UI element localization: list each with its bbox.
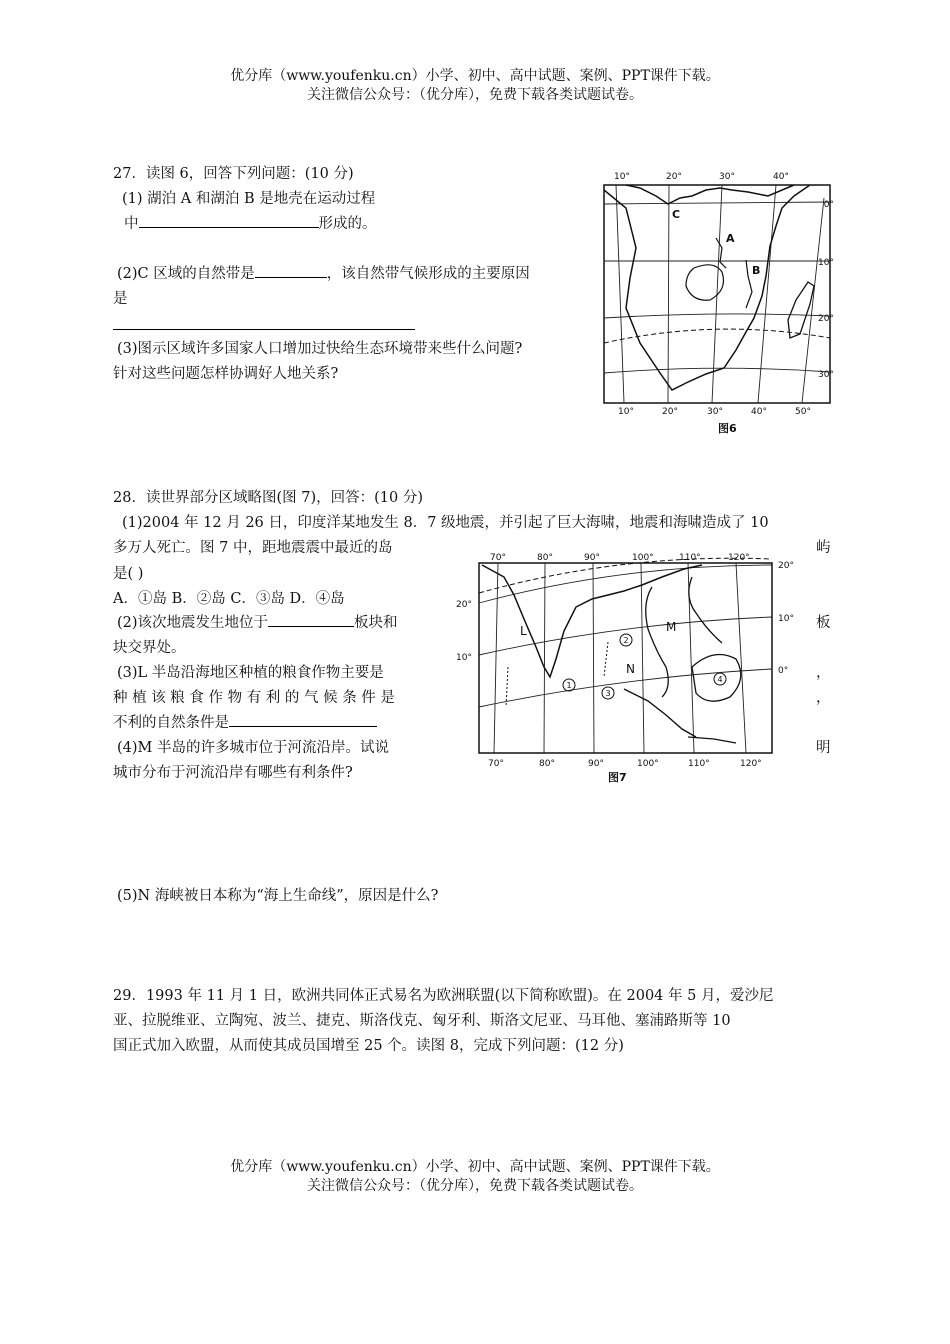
map6-africa-coastline	[604, 185, 810, 390]
map7-frame	[479, 563, 772, 753]
q27-answer-blank-1[interactable]	[139, 212, 319, 228]
map6-lat: 30°	[818, 370, 834, 380]
footer-line-1: 优分库（www.youfenku.cn）小学、初中、高中试题、案例、PPT课件下载。	[230, 1159, 720, 1175]
q28-part1-line2-end: 屿	[816, 540, 831, 556]
map6-top-lon: 20°	[666, 172, 682, 182]
footer-line-2: 关注微信公众号：（优分库），免费下载各类试题试卷。	[307, 1178, 643, 1194]
q27-part1-suffix: 形成的。	[318, 216, 377, 232]
map6-top-lon: 40°	[773, 172, 789, 182]
map6-bottom-lon: 10°	[618, 407, 634, 417]
map7-bottom-lon: 110°	[688, 759, 710, 769]
map7-right-lat: 10°	[778, 614, 794, 624]
q28-part4-line1-end: 明	[816, 740, 831, 756]
map7-left-lat: 10°	[456, 653, 472, 663]
map6-lat: 20°	[818, 314, 834, 324]
map7-top-lon: 90°	[584, 553, 600, 563]
map7-bottom-lon: 80°	[539, 759, 555, 769]
q27-title: 27．读图 6，回答下列问题：(10 分)	[113, 166, 354, 182]
q28-part1-line3: 是( )	[113, 566, 144, 582]
map7-right-lat: 0°	[778, 666, 789, 676]
map6-label-a: A	[726, 232, 735, 245]
q28-part3-line1: (3)L 半岛沿海地区种植的粮食作物主要是	[117, 665, 384, 681]
q29-line2: 亚、拉脱维亚、立陶宛、波兰、捷克、斯洛伐克、匈牙利、斯洛文尼亚、马耳他、塞浦路斯等 10	[113, 1013, 731, 1029]
map7-top-lon: 70°	[490, 553, 506, 563]
map7-island-label-2: 2	[623, 636, 629, 645]
map7-sumatra	[624, 689, 696, 737]
q27-part1-prefix: 中	[124, 216, 139, 232]
map6-lake-a	[716, 238, 726, 268]
map7-top-lon: 120°	[728, 553, 750, 563]
q29-line3: 国正式加入欧盟，从而使其成员国增至 25 个。读图 8，完成下列问题：(12 分)	[113, 1038, 624, 1054]
q27-answer-line-3[interactable]	[113, 329, 415, 330]
page-footer	[0, 1158, 950, 1196]
map7-top-lon: 110°	[679, 553, 701, 563]
map7-island-label-4: 4	[717, 675, 723, 684]
header-line-1: 优分库（www.youfenku.cn）小学、初中、高中试题、案例、PPT课件下载。	[230, 68, 720, 84]
map6-bottom-lon: 40°	[751, 407, 767, 417]
q27-part3-line2: 针对这些问题怎样协调好人地关系?	[113, 366, 339, 382]
map7-vietnam-coastline	[689, 577, 722, 643]
header-line-2: 关注微信公众号：（优分库），免费下载各类试题试卷。	[307, 87, 643, 103]
q27-part2-suffix: ，该自然带气候形成的主要原因	[326, 266, 530, 282]
q28-part3-line3	[113, 711, 377, 735]
q28-part2-line1-end: 板	[816, 615, 831, 631]
map6-bottom-lon: 20°	[662, 407, 678, 417]
map6-caption: 图6	[718, 422, 737, 435]
map7-borneo	[692, 655, 741, 702]
map7-bottom-lon: 70°	[488, 759, 504, 769]
q28-part4-line1: (4)M 半岛的许多城市位于河流沿岸。试说	[117, 740, 389, 756]
map7-label-n: N	[626, 662, 635, 676]
q28-title: 28．读世界部分区域略图(图 7)，回答：(10 分)	[113, 490, 423, 506]
map7-island-label-3: 3	[605, 689, 611, 698]
map6-top-lon: 30°	[719, 172, 735, 182]
map7-label-l: L	[520, 624, 527, 638]
q27-part2-line1	[117, 262, 530, 286]
map7-right-lat: 20°	[778, 561, 794, 571]
map6-label-c: C	[672, 208, 681, 221]
map6-label-b: B	[752, 264, 761, 277]
map7-island-label-1: 1	[566, 681, 572, 690]
q28-part2-mid: 板块和	[354, 615, 398, 631]
q28-answer-blank-unfavorable[interactable]	[229, 711, 377, 727]
q28-part4-line2: 城市分布于河流沿岸有哪些有利条件?	[113, 765, 353, 781]
map7-graticule	[479, 563, 772, 753]
q27-part1-line2	[124, 212, 377, 236]
map7-label-m: M	[666, 620, 677, 634]
q27-part1-line1: (1) 湖泊 A 和湖泊 B 是地壳在运动过程	[122, 191, 376, 207]
map7-top-lon: 80°	[537, 553, 553, 563]
q27-part3-line1: (3)图示区域许多国家人口增加过快给生态环境带来些什么问题?	[117, 341, 523, 357]
map7-bottom-lon: 100°	[637, 759, 659, 769]
q28-part2-line2: 块交界处。	[113, 640, 186, 656]
page-header	[0, 67, 950, 105]
map6-bottom-lon: 50°	[795, 407, 811, 417]
q28-part1-line2: 多万人死亡。图 7 中，距地震震中最近的岛	[113, 540, 393, 556]
figure-7-map	[452, 547, 802, 787]
q28-part3-prefix: 不利的自然条件是	[113, 715, 229, 731]
q27-answer-blank-2[interactable]	[255, 262, 327, 278]
map7-indochina-coastline	[646, 587, 669, 697]
q28-answer-blank-plate[interactable]	[268, 611, 354, 627]
q27-part2-line2: 是	[113, 291, 128, 307]
q28-part5: (5)N 海峡被日本称为“海上生命线”，原因是什么?	[117, 888, 439, 904]
q28-part2-line1	[117, 611, 398, 635]
map7-top-lon: 100°	[632, 553, 654, 563]
map7-java	[688, 737, 736, 743]
map6-top-lon: 10°	[614, 172, 630, 182]
q28-options: A．①岛 B．②岛 C．③岛 D．④岛	[113, 591, 345, 607]
q29-line1: 29．1993 年 11 月 1 日，欧洲共同体正式易名为欧洲联盟(以下简称欧盟)。在 2004 年 5 月，爱沙尼	[113, 988, 774, 1004]
q28-part1-line1: (1)2004 年 12 月 26 日，印度洋某地发生 8．7 级地震，并引起了巨大海啸，地震和海啸造成了 10	[122, 515, 769, 531]
map7-caption: 图7	[608, 771, 627, 784]
map7-island-chain	[604, 642, 608, 677]
map6-bottom-lon: 30°	[707, 407, 723, 417]
map6-lat: 0°	[823, 200, 834, 210]
figure-6-map	[596, 168, 836, 440]
map7-bottom-lon: 90°	[588, 759, 604, 769]
q27-part2-prefix: (2)C 区域的自然带是	[117, 266, 255, 282]
map6-lat: 10°	[818, 258, 834, 268]
map7-bottom-lon: 120°	[740, 759, 762, 769]
map7-left-lat: 20°	[456, 600, 472, 610]
q28-part3-line2-end: ，	[816, 690, 831, 706]
q28-part3-line2: 种植该粮食作物有利的气候条件是	[113, 690, 400, 706]
q28-part2-prefix: (2)该次地震发生地位于	[117, 615, 269, 631]
q28-part3-line1-end: ，	[816, 665, 831, 681]
